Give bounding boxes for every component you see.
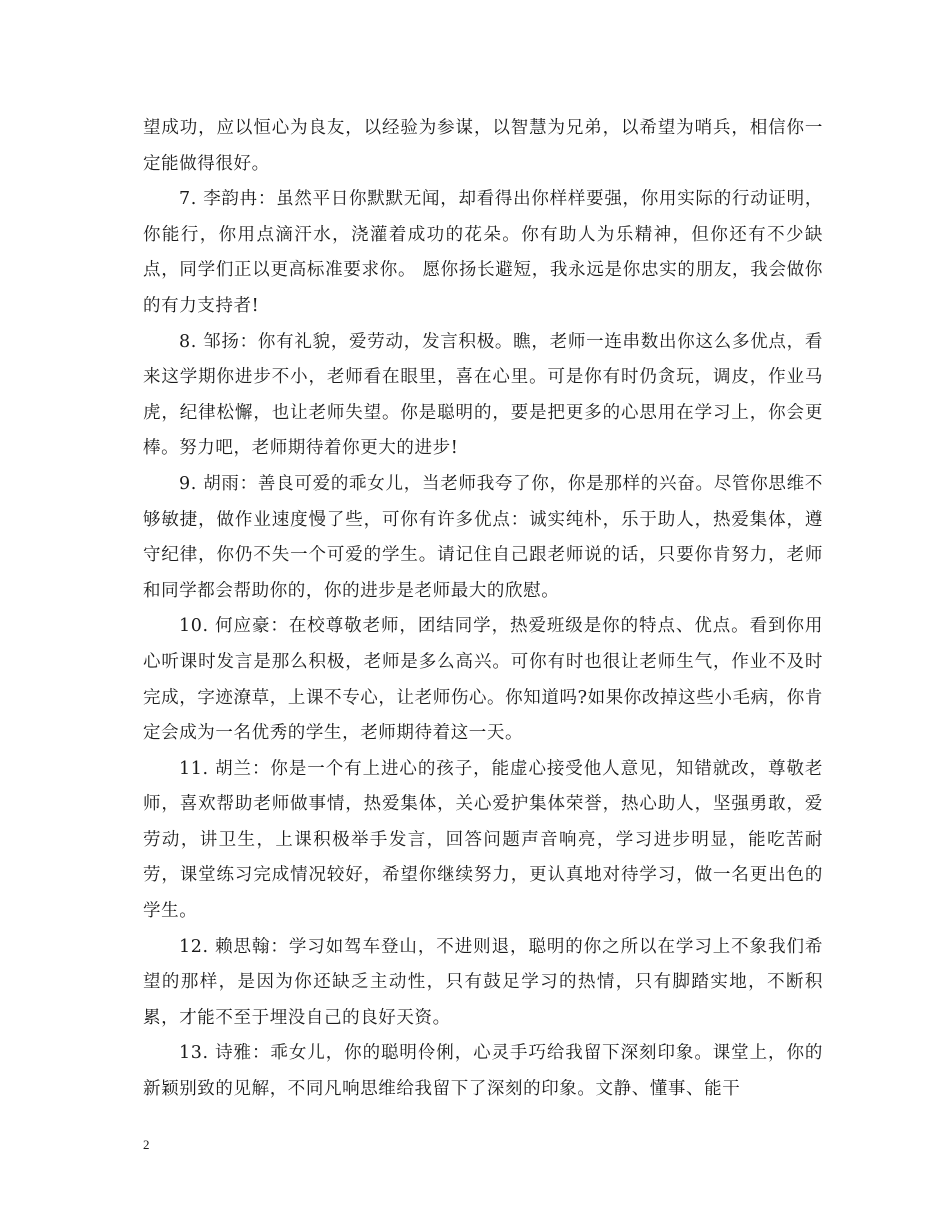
paragraph-continuation: 望成功，应以恒心为良友，以经验为参谋，以智慧为兄弟，以希望为哨兵，相信你一定能做得很好。 [143, 118, 823, 174]
paragraph-comment-11: 11. 胡兰：你是一个有上进心的孩子，能虚心接受他人意见，知错就改，尊敬老师，喜欢帮助老师做事情，热爱集体，关心爱护集体荣誉，热心助人，坚强勇敢，爱劳动，讲卫生，上课积极举手发言，回答问题声音响亮，学习进步明显，能吃苦耐劳，课堂练习完成情况较好，希望你继续努力，更认真地对待学习，做一名更出色的学生。 [143, 758, 823, 922]
paragraph-comment-8: 8. 邹扬：你有礼貌，爱劳动，发言积极。瞧，老师一连串数出你这么多优点，看来这学期你进步不小，老师看在眼里，喜在心里。可是你有时仍贪玩，调皮，作业马虎，纪律松懈，也让老师失望。你是聪明的，要是把更多的心思用在学习上，你会更棒。努力吧，老师期待着你更大的进步! [143, 331, 823, 459]
paragraph-comment-10: 10. 何应豪：在校尊敬老师，团结同学，热爱班级是你的特点、优点。看到你用心听课时发言是那么积极，老师是多么高兴。可你有时也很让老师生气，作业不及时完成，字迹潦草，上课不专心，让老师伤心。你知道吗?如果你改掉这些小毛病，你肯定会成为一名优秀的学生，老师期待着这一天。 [143, 616, 823, 744]
paragraph-comment-9: 9. 胡雨：善良可爱的乖女儿，当老师我夸了你，你是那样的兴奋。尽管你思维不够敏捷，做作业速度慢了些，可你有许多优点：诚实纯朴，乐于助人，热爱集体，遵守纪律，你仍不失一个可爱的学生。请记住自己跟老师说的话，只要你肯努力，老师和同学都会帮助你的，你的进步是老师最大的欣慰。 [143, 473, 823, 601]
paragraph-comment-13: 13. 诗雅：乖女儿，你的聪明伶俐，心灵手巧给我留下深刻印象。课堂上，你的新颖别致的见解，不同凡响思维给我留下了深刻的印象。文静、懂事、能干 [143, 1043, 823, 1100]
paragraph-comment-12: 12. 赖思翰：学习如驾车登山，不进则退，聪明的你之所以在学习上不象我们希望的那样，是因为你还缺乏主动性，只有鼓足学习的热情，只有脚踏实地，不断积累，才能不至于埋没自己的良好天资。 [143, 936, 823, 1028]
document-body [143, 111, 823, 1108]
page-number: 2 [143, 1137, 150, 1152]
paragraph-comment-7: 7. 李韵冉：虽然平日你默默无闻，却看得出你样样要强，你用实际的行动证明，你能行，你用点滴汗水，浇灌着成功的花朵。你有助人为乐精神，但你还有不少缺点，同学们正以更高标准要求你。 愿你扬长避短，我永远是你忠实的朋友，我会做你的有力支持者! [143, 189, 823, 316]
